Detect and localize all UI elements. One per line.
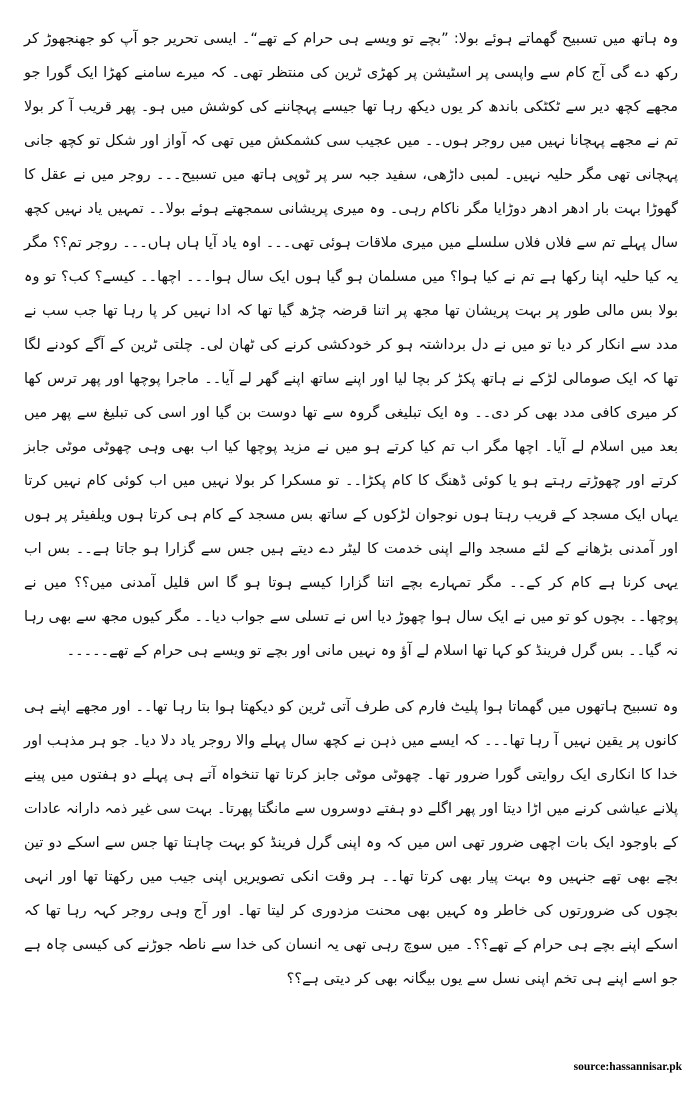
article-paragraph-1: وہ ہاتھ میں تسبیح گھماتے ہوئے بولا: ”بچے تو ویسے ہی حرام کے تھے“۔ ایسی تحریر جو آپ کو جھنجھوڑ کر رکھ دے گی آج کام سے واپسی پر اسٹیشن پر کھڑی ٹرین کی منتظر تھی۔ کہ میرے سامنے کھڑا ایک گورا جو مجھے کچھ دیر سے ٹکٹکی باندھ کر یوں دیکھ رہا تھا جیسے پہچاننے کی کوشش میں ہو۔ پھر قریب آ کر بولا تم نے مجھے پہچانا نہیں میں روجر ہوں۔۔ میں عجیب سی کشمکش میں تھی کہ آواز اور شکل تو کچھ جانی پہچانی تھی مگر حلیہ نہیں۔ لمبی داڑھی، سفید جبہ سر پر ٹوپی ہاتھ میں تسبیح۔۔۔ روجر میں نے عقل کا گھوڑا بہت بار ادھر ادھر دوڑایا مگر ناکام رہی۔ وہ میری پریشانی سمجھتے ہوئے بولا۔۔ تمہیں یاد نہیں کچھ سال پہلے تم سے فلاں فلاں سلسلے میں میری ملاقات ہوئی تھی۔۔۔ اوہ یاد آیا ہاں ہاں۔۔۔ روجر تم؟؟ مگر یہ کیا حلیہ اپنا رکھا ہے تم نے کیا ہوا؟ میں مسلمان ہو گیا ہوں ایک سال ہوا۔۔۔ اچھا۔۔ کیسے؟ کب؟ تو وہ بولا بس مالی طور پر بہت پریشان تھا مجھ پر اتنا قرضہ چڑھ گیا تھا کہ ادا نہیں کر پا رہا تھا جب سب نے مدد سے انکار کر دیا تو میں نے دل برداشتہ ہو کر خودکشی کرنے کی ٹھان لی۔ چلتی ٹرین کے آگے کودنے لگا تھا کہ ایک صومالی لڑکے نے ہاتھ پکڑ کر بچا لیا اور اپنے ساتھ اپنے گھر لے آیا۔۔ ماجرا پوچھا اور پھر ترس کھا کر میری کافی مدد بھی کر دی۔۔ وہ ایک تبلیغی گروہ سے تھا دوست بن گیا اور اسی کی تبلیغ سے پھر میں بعد میں اسلام لے آیا۔ اچھا مگر اب تم کیا کرتے ہو میں نے مزید پوچھا کیا اب بھی وہی چھوٹی موٹی جابز کرتے اور چھوڑتے رہتے ہو یا کوئی ڈھنگ کا کام پکڑا۔۔ تو مسکرا کر بولا نہیں میں اب کوئی کام نہیں کرتا یہاں ایک مسجد کے قریب رہتا ہوں نوجوان لڑکوں کے ساتھ بس مسجد کے کام ہی کرتا ہوں ویلفیئر پر ہوں اور آمدنی بڑھانے کے لئے مسجد والے اپنی خدمت کا لیٹر دے دیتے ہیں جس سے گزارا ہو جاتا ہے۔۔ بس اب یہی کرنا ہے کام کر کے۔۔ مگر تمہارے بچے اتنا گزارا کیسے ہوتا ہو گا اس قلیل آمدنی میں؟؟ میں نے پوچھا۔۔ بچوں کو تو میں نے ایک سال ہوا چھوڑ دیا اس نے تسلی سے جواب دیا۔۔ مگر کیوں مجھ سے بھی رہا نہ گیا۔۔ بس گرل فرینڈ کو کہا تھا اسلام لے آؤ وہ نہیں مانی اور بچے تو ویسے ہی حرام کے تھے۔۔۔۔۔ — [23, 31, 678, 659]
article-body — [24, 22, 678, 996]
source-credit: source:hassannisar.pk — [573, 1061, 682, 1073]
article-paragraph-2: وہ تسبیح ہاتھوں میں گھماتا ہوا پلیٹ فارم کی طرف آتی ٹرین کو دیکھتا ہوا بتا رہا تھا۔۔ اور مجھے اپنے ہی کانوں پر یقین نہیں آ رہا تھا۔۔۔ کہ ایسے میں ذہن نے کچھ سال پہلے والا روجر یاد دلا دیا۔ جو ہر مذہب اور خدا کا انکاری ایک روایتی گورا ضرور تھا۔ چھوٹی موٹی جابز کرتا تھا تنخواہ آتے ہی پہلے دو ہفتوں میں پینے پلانے عیاشی کرنے میں اڑا دیتا اور پھر اگلے دو ہفتے دوسروں سے مانگتا پھرتا۔ بہت سی غیر ذمہ دارانہ عادات کے باوجود ایک بات اچھی ضرور تھی اس میں کہ وہ اپنی گرل فرینڈ کو بہت چاہتا تھا جس سے اسکے دو تین بچے بھی تھے جنہیں وہ بہت پیار بھی کرتا تھا۔۔ ہر وقت انکی تصویریں اپنی جیب میں رکھتا تھا اور انہی بچوں کی ضرورتوں کی خاطر وہ کہیں بھی محنت مزدوری کر لیتا تھا۔ اور آج وہی روجر کہہ رہا تھا کہ اسکے اپنے بچے ہی حرام کے تھے؟؟۔ میں سوچ رہی تھی یہ انسان کی خدا سے ناطہ جوڑنے کی کیسی چاہ ہے جو اسے اپنے ہی تخم اپنی نسل سے یوں بیگانہ بھی کر دیتی ہے؟؟ — [24, 699, 678, 987]
